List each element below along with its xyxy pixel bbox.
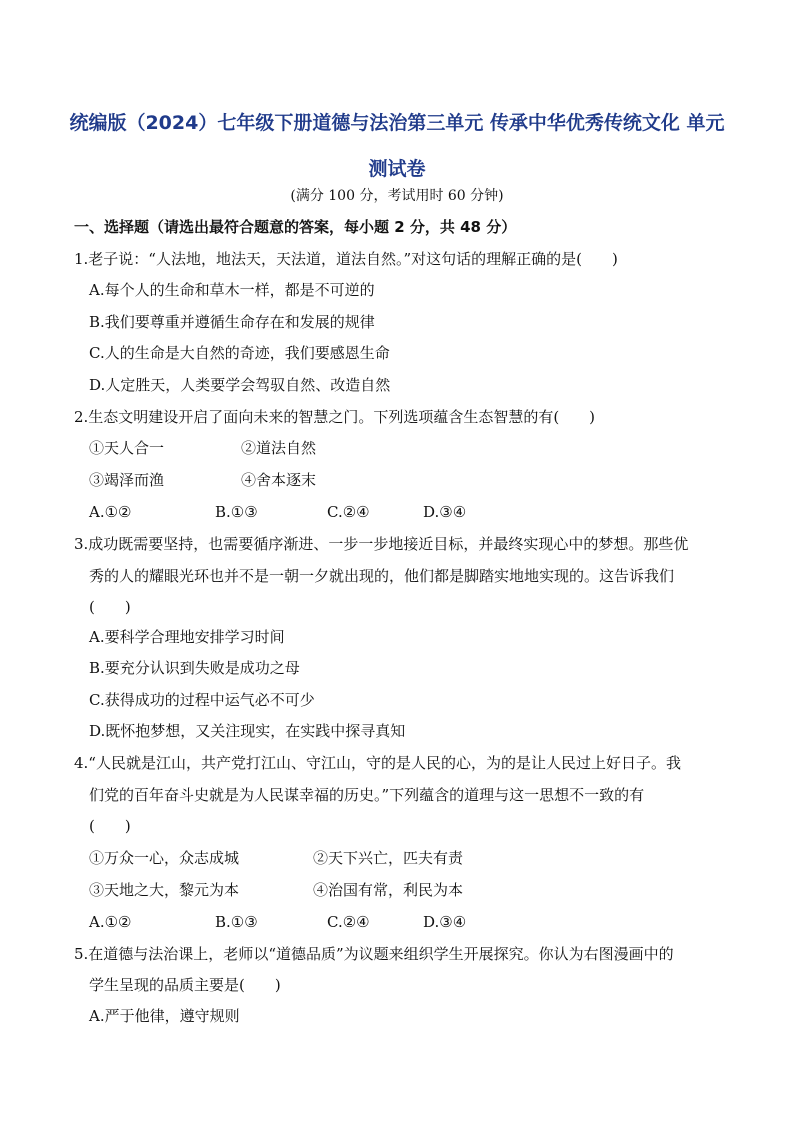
question-2-option-a: A.①② — [89, 503, 132, 521]
document-title — [60, 100, 734, 192]
question-1-option-d: D.人定胜天，人类要学会驾驭自然、改造自然 — [89, 376, 391, 394]
question-4-stem-line-2: 们党的百年奋斗史就是为人民谋幸福的历史。”下列蕴含的道理与这一思想不一致的有 — [89, 786, 645, 804]
question-5-stem-line-1: 5.在道德与法治课上，老师以“道德品质”为议题来组织学生开展探究。你认为右图漫画中的 — [74, 945, 674, 963]
exam-info: (满分 100 分，考试用时 60 分钟) — [290, 188, 504, 204]
question-2-statement-4: ④舍本逐末 — [241, 471, 317, 489]
question-2-stem: 2.生态文明建设开启了面向未来的智慧之门。下列选项蕴含生态智慧的有( ) — [74, 408, 596, 426]
question-3-stem-line-1: 3.成功既需要坚持，也需要循序渐进、一步一步地接近目标，并最终实现心中的梦想。那些优 — [74, 535, 689, 553]
question-3-option-b: B.要充分认识到失败是成功之母 — [89, 659, 300, 677]
question-1-option-b: B.我们要尊重并遵循生命存在和发展的规律 — [89, 313, 375, 331]
title-line-2: 测试卷 — [368, 158, 426, 180]
section-heading: 一、选择题（请选出最符合题意的答案，每小题 2 分，共 48 分） — [74, 218, 517, 236]
question-2-option-b: B.①③ — [215, 503, 258, 521]
question-4-option-a: A.①② — [89, 913, 132, 931]
question-2-option-d: D.③④ — [423, 503, 467, 521]
question-3-option-a: A.要科学合理地安排学习时间 — [89, 628, 285, 646]
title-line-1: 统编版（2024）七年级下册道德与法治第三单元 传承中华优秀传统文化 单元 — [69, 112, 725, 134]
question-1-option-a: A.每个人的生命和草木一样，都是不可逆的 — [89, 281, 375, 299]
question-3-stem-line-2: 秀的人的耀眼光环也并不是一朝一夕就出现的，他们都是脚踏实地地实现的。这告诉我们 — [89, 567, 675, 585]
question-4-statement-4: ④治国有常，利民为本 — [313, 881, 464, 899]
question-4-stem-line-1: 4.“人民就是江山，共产党打江山、守江山，守的是人民的心，为的是让人民过上好日子。我 — [74, 754, 681, 772]
question-3-stem-line-3: ( ) — [89, 598, 131, 616]
question-1-option-c: C.人的生命是大自然的奇迹，我们要感恩生命 — [89, 344, 390, 362]
question-2-statement-1: ①天人合一 — [89, 439, 165, 457]
question-2-statement-3: ③竭泽而渔 — [89, 471, 165, 489]
question-2-option-c: C.②④ — [327, 503, 370, 521]
question-2-statement-2: ②道法自然 — [241, 439, 317, 457]
question-4-option-d: D.③④ — [423, 913, 467, 931]
question-3-option-c: C.获得成功的过程中运气必不可少 — [89, 691, 315, 709]
question-1-stem: 1.老子说：“人法地，地法天，天法道，道法自然。”对这句话的理解正确的是( ) — [74, 250, 618, 268]
question-4-stem-line-3: ( ) — [89, 817, 131, 835]
question-5-stem-line-2: 学生呈现的品质主要是( ) — [89, 976, 281, 994]
question-3-option-d: D.既怀抱梦想，又关注现实，在实践中探寻真知 — [89, 722, 406, 740]
question-5-option-a: A.严于他律，遵守规则 — [89, 1007, 240, 1025]
question-4-statement-2: ②天下兴亡，匹夫有责 — [313, 849, 464, 867]
question-4-option-b: B.①③ — [215, 913, 258, 931]
question-4-statement-3: ③天地之大，黎元为本 — [89, 881, 240, 899]
question-4-option-c: C.②④ — [327, 913, 370, 931]
question-4-statement-1: ①万众一心，众志成城 — [89, 849, 240, 867]
